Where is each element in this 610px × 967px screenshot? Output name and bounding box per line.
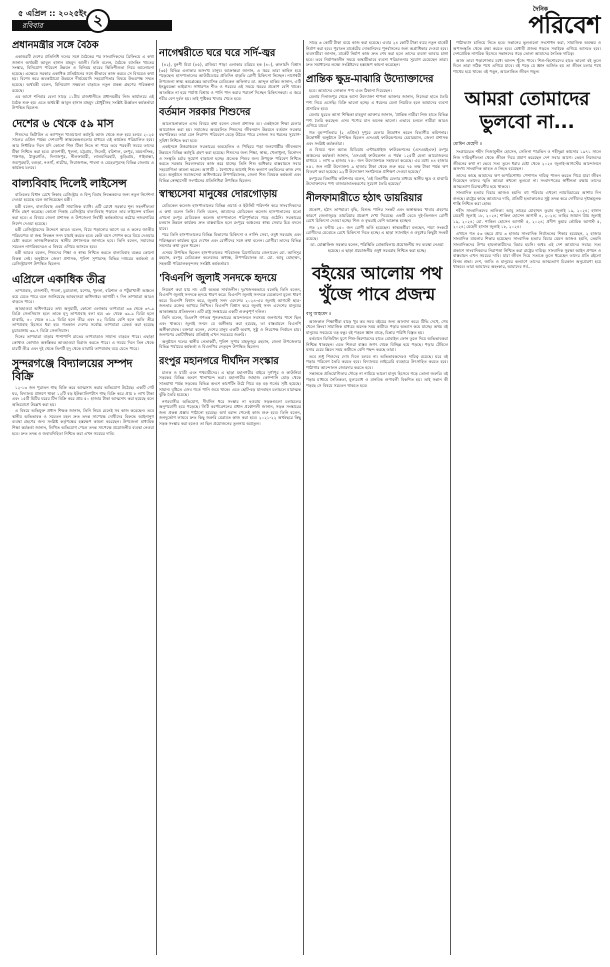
headline: বাল্যবিবাহ দিলেই লাইসেন্স [12,176,127,190]
article-rangpur-road-reform [159,356,301,427]
newspaper-logo [528,6,600,37]
article-six-to-59-months [12,117,154,171]
feature-title [453,88,601,134]
paragraph: নিয়ন্ত্রণ করা যায় না। এটি অত্যন্ত সার্বজনীন। দুঃখজনকভাবে বলেছি তিনি বলেন, বিএনপি জুলাই সনদকে হৃদয়ে ধারণ করে। বিএনপি জুলাই সনদকে যেকোনো মূল্যে ধারণ করে। বিএনপি বিশ্বাস করে, জুলাই সনদ এদেশের ২০২৪-এর জুলাই আগস্টে ছাত্র-জনতার রক্তের আখরে লিখিত। বিএনপি বিশ্বাস করে জুলাই সনদ এদেশের মানুষের আকাঙ্ক্ষার প্রতিফলন। এটি রাষ্ট্র সংস্কারের একটি গুরুত্বপূর্ণ দলিল। [159,286,301,314]
column-divider [303,40,304,955]
paragraph: একাত্তরটি দেশের প্রতিনিধি দলের সঙ্গে বৈঠকের পর সাংবাদিকদের ব্রিফিংয়ে এ কথা জানান অর্থমন্ত্রী আবুল হাসান মাহমুদ আলী। তিনি বলেন, বৈঠকে ব্যাংকিং খাতের সংস্কার, বিনিয়োগ পরিবেশ উন্নয়ন ও বিনিময় হারের স্থিতিশীলতা নিয়ে আলোচনা হয়েছে। এক্ষেত্রে সরকার একাধিক প্রতিষ্ঠানের সঙ্গে কীভাবে কাজ করবে সে বিষয়েও কথা হয়। বিশেষ করে অবকাঠামো উন্নয়নে দীর্ঘমেয়াদি সহযোগিতার বিষয়ে উভয়পক্ষ সম্মত হয়েছে। অর্থমন্ত্রী বলেন, বিনিয়োগ সক্ষমতা বাড়াতে নতুন প্রকল্প গ্রহণের পরিকল্পনা রয়েছে। [12,54,154,93]
column-divider [156,40,157,955]
feature-title-line: বইয়ের আলোয় পথ [312,263,442,284]
article-nilphamari-diarrhoea [306,193,448,254]
masthead [0,0,610,40]
paragraph: প্রকোপ, হঠাৎ তাপমাত্রা বৃদ্ধি, বিশুদ্ধ পানির সংকট এবং অস্বাস্থ্যকর খাবার গ্রহণের কারণে জেলাজুড়ে ডায়রিয়ার প্রকোপ দেখা দিয়েছে। একটি বেডে দুই-তিনজন রোগী রেখে চিকিৎসা দেওয়া হচ্ছে। শিশু ও বৃদ্ধরাই বেশি আক্রান্ত হচ্ছেন। [306,207,448,224]
article-footnote: ডা. মোস্তাফিজ সরকার বলেন, পরিস্থিতি মোকাবিলায় প্রয়োজনীয় সব ব্যবস্থা নেওয়া হয়েছে। এ ছাড়া প্রয়োজনীয় ওষুধ সরবরাহ নিশ্চিত করা হচ্ছে। [310,242,444,253]
headline: সুন্দরগঞ্জে বিদ্যালয়ের সম্পদ বিক্রি [12,357,133,384]
byline: বাবু আহমেদ ॥ [306,311,332,317]
article-body [12,288,154,351]
paragraph: মেলায় ঘুরতে আসা শিক্ষিকা মাহমুদা আক্তার জানান, 'প্রান্তিক নারীরা নিজ হাতে বিভিন্ন পণ্য তৈরি করছেন। এসব পণ্যের মান অনেক ভালো। এভাবে চললে নারীরা আরও এগিয়ে যাবে।' [306,111,448,129]
paragraph: অনুষ্ঠানে দলের স্থানীয় নেতাকর্মী, পুলিশ সুপার মাহফুজুর রহমান, জেলা উপজেলার বিভিন্ন পর্যায়ের কর্মকর্তা ও বিএনপির নেতৃবৃন্দ উপস্থিত ছিলেন। [159,338,301,350]
headline: 'বিএনপি জুলাই সনদকে হৃদয়ে [159,272,277,284]
feature-title-line: আমরা তোমাদের [464,88,590,111]
paragraph: শহীদ সাংবাদিকদের তালিকা: আবু তাহের মোহাম্মদ তুরাব জুলাই ১৯, ২০২৪; হাসান মেহেদী জুলাই ১৮, ২০২৪; শাকিল হোসেন আগস্ট ৪, ২০২৪; তাহির জামান প্রিয় জুলাই ১৯, ২০২৪; মো. শাকিল হোসেন আগস্ট ৫, ২০২৪; প্রদীপ কুমার ভৌমিক আগস্ট ৫, ২০২৪; মেহেদী হাসান জুলাই ১৮, ২০২৪। [453,207,601,230]
paragraph: আবহাওয়া অধিদপ্তরের তথ্য অনুযায়ী, কোনো এলাকার তাপমাত্রা ৩৬ থেকে ৩৭.৯ ডিগ্রি সেলসিয়াস হলে তাকে মৃদু তাপপ্রবাহ বলা হয়। ৩৮ থেকে ৩৯.৯ ডিগ্রি হলে মাঝারি, ৪০ থেকে ৪১.৯ ডিগ্রি হলে তীব্র এবং ৪২ ডিগ্রির বেশি হলে অতি তীব্র তাপপ্রবাহ হিসেবে ধরা হয়। গতকাল দেশের সর্বোচ্চ তাপমাত্রা রেকর্ড করা হয়েছে চুয়াডাঙ্গায় ৩৯.৭ ডিগ্রি সেলসিয়াস। [12,305,154,333]
article-body [159,62,301,101]
paragraph: একইসঙ্গে উত্তরাঞ্চলে সরকারের অবহেলিত ও পিছিয়ে পড়া জনগোষ্ঠীর জীবনমান উন্নয়নে বিভিন্ন কর্মসূচি গ্রহণ করা হয়েছে। শিশুদের জন্য শিক্ষা, স্বাস্থ্য, খেলাধুলা, বিনোদন ও সংস্কৃতি চর্চার সুযোগ বাড়ানো হচ্ছে। প্রত্যেক শিশুর জন্য উপযুক্ত পরিবেশ নিশ্চিত করতে সরকার নিরলসভাবে কাজ করে যাচ্ছে। তিনি শিশু অধিকার বাস্তবায়নে সবার সহযোগিতা কামনা করেন। আগামী ১ বৈশাখের আগেই শিশু কল্যাণ তহবিলের কাজ শেষ হবে। অনুষ্ঠানে সমাজসেবা অধিদপ্তরের উপপরিচালক, জেলা শিশু বিষয়ক কর্মকর্তা এবং বিভিন্ন স্বেচ্ছাসেবী সংগঠনের প্রতিনিধিরা উপস্থিত ছিলেন। [159,144,301,183]
byline: মোমিন মেহেদী ॥ [453,142,482,148]
article-entrepreneurs [306,74,448,187]
article-books-continuation [453,40,601,74]
article-body [12,385,154,436]
paragraph: এর আগে শনিবার বেলা সাড়ে ১১টায় রাজধানীতে প্রধানমন্ত্রীর নিজ কার্যালয়ে এই বৈঠক শুরু হয়। এতে অর্থমন্ত্রী আবুল হাসান মাহমুদ চৌধুরীসহ সংশ্লিষ্ট ঊর্ধ্বতন কর্মকর্তারা উপস্থিত ছিলেন। [12,93,154,111]
paragraph: ১২-১৩ জন পুরাতন গাছ বিক্রি করে আত্মসাৎ করার অভিযোগ উঠেছে। একটি গেট ঘর, বিদ্যালয় প্রাঙ্গণে থাকা ১২টি বড় ইউক্যালিপটাস গাছ বিক্রি করে প্রায় ৮ লাখ টাকা এবং ১৫টি মিটির ঘরের টিন বিক্রি করে প্রায় ৫০ হাজার টাকা আত্মসাৎ করা হয়েছে বলে অভিযোগে উল্লেখ করা হয়। [12,385,154,407]
article-body [306,40,448,68]
feature-title [306,264,448,306]
paragraph: রংপুরের বিভাগীয় কমিশনার বলেন, 'এই বিভাগীয় মেলার মাধ্যমে স্থানীয় ক্ষুদ্র ও মাঝারি উদ্যোক্তাদের পণ্য বাজারজাতকরণের সুযোগ তৈরি হয়েছে।' [306,175,448,187]
article-body [159,203,301,266]
feature-books [306,264,448,389]
paragraph: এখানে গত ৫৩ বছরে প্রায় ৩ হাজার সাংবাদিক নির্যাতনের শিকার হয়েছেন, ২ হাজার সাংবাদিক মামলার শিকার হয়েছেন। সাংবাদিক হত্যার বিচার যেমন আজও হয়নি, তেমনি সাংবাদিকদের উপর হামলাকারীদের বিচার হয়নি। অথচ এই দেশ আমাদের সবার। সত্য প্রকাশে সাংবাদিকদের নিরাপত্তা নিশ্চিত করা রাষ্ট্রের দায়িত্ব। সাংবাদিক সুরক্ষা আইন প্রণয়ন ও বাস্তবায়ন এখন সময়ের দাবি। যারা জীবন দিয়ে সত্যকে তুলে ধরেছেন তাদের প্রতি রইলো বিনম্র শ্রদ্ধা। দেশ, জাতি ও মানুষের কল্যাণে তাদের আত্মত্যাগ চিরকাল অনুপ্রেরণা হয়ে থাকবে। তারা আমাদের অহংকার, আমাদের গর্ব... [453,230,601,270]
paragraph: সাংবাদিক হত্যার বিচার আজও হয়নি। বহু পরিবার এখনো ন্যায়বিচারের আশায় দিন গুনছে। রাষ্ট্রের কাছে আমাদের দাবি, প্রতিটি হত্যাকাণ্ডের সুষ্ঠু তদন্ত করে দোষীদের দৃষ্টান্তমূলক শাস্তি নিশ্চিত করা হোক। [453,190,601,207]
paragraph: মেডিকেল কলেজ হাসপাতালের বিভিন্ন ওয়ার্ড ও ইউনিট পরিদর্শন করে সাংবাদিকদের এ কথা বলেন তিনি। তিনি বলেন, আমাদের মেডিকেল কলেজ হাসপাতালের মতো এখনো রংপুর মেডিকেল কলেজ হাসপাতালে পরিপূর্ণভাবে গড়ে ওঠেনি। সরকারের চলমান উন্নয়ন কার্যক্রম দ্রুত বাস্তবায়িত হলে রংপুরে অঞ্চলের স্বাস্থ্য সেবার চিত্র বদলে যাবে। [159,203,301,231]
paragraph: সংগ্রামেরত শহীদ নিজামুদ্দীন হোসেন, সেলিনা পারভিন ও শহীদুল্লা কায়সার ১৯৭১ সালে নিজ দায়িত্বশীলতা থেকে জীবন দিয়ে প্রমাণ করেছেন দেশ সবার আগে। তেমন নিজেদের জীবনের কথা না ভেবে সত্য তুলে ধরার চেষ্টা থেকে ২০২৪ জুলাই-আগস্টের আন্দোলনে অসংখ্য সাংবাদিক আহত ও নিহত হয়েছেন। [453,149,601,172]
article-body [306,207,448,241]
paragraph: মন্ত্রী রেজিস্ট্রারদের উদ্দেশে আরও বলেন, বিয়ে পড়ানোর আগে বর ও কনের জাতীয় পরিচয়পত্র বা জন্ম নিবন্ধন সনদ যাচাই করতে হবে। কেউ বয়স গোপন করে বিয়ে দেওয়ার চেষ্টা করলে তাৎক্ষণিকভাবে স্থানীয় প্রশাসনকে জানাতে হবে। তিনি বলেন, সমাজের সচেতন নাগরিকদেরও এ বিষয়ে এগিয়ে আসতে হবে। [12,227,154,249]
article-nageshwari-fever [159,48,301,101]
column-4 [453,40,601,955]
paragraph: বাতিলের বিধান রেখে নিকাহ রেজিস্ট্রার ও হিন্দু বিবাহ নিবন্ধকদের জন্য নতুন নির্দেশনা দেওয়া হয়েছে বলে জানিয়েছেন মন্ত্রী। [12,191,154,203]
paragraph: এসময় উপস্থিত ছিলেন হাসপাতালের পরিচালক ব্রিগেডিয়ার জেনারেল মো. আনিসুর রহমান, রংপুর মেডিকেল কলেজের অধ্যক্ষ, উপপরিচালক ডা. মো. আবু মোহাম্মদ, সহকারী পরিচালকবৃন্দসহ সংশ্লিষ্ট কর্মকর্তারা। [159,249,301,267]
headline: স্বাস্থ্যসেবা মানুষের দোরগোড়ায় [159,189,278,201]
paragraph: এ বিষয়ে স্মল অ্যান্ড মিডিয়াম এন্টারপ্রাইজ ফাউন্ডেশনের (এসএমইএফ) রংপুর অঞ্চলের কর্মকর্তা জানান, 'এসএমই ফাউন্ডেশন এ পর্যন্ত ১২৫টি মেলা আয়োজনের মাধ্যমে ১ লাখ ৩ হাজার ৭৫০ জন উদ্যোক্তাকে সহায়তা করেছে। এর মধ্যে ৪৪ হাজার ৪৫১ জন নারী উদ্যোক্তা। ৯ হাজার টাকা থেকে শুরু করে ৭৫ লক্ষ টাকা পর্যন্ত ঋণ বিতরণ করা হয়েছে। ৯২টি উদ্যোক্তা সংগঠনকে প্রশিক্ষণ দেওয়া হয়েছে।' [306,147,448,175]
article-market-continuation [306,40,448,68]
headline: নীলফামারীতে হঠাৎ ডায়রিয়ার [306,193,423,205]
article-school-assets-sale [12,357,154,436]
article-body [159,370,301,427]
issue-day: রবিবার [22,21,43,30]
paragraph: (৪২), মুনশী মিয়া (৪৫), রাজিয়া পাড়া এলাকার মরিয়ম হক (৪০), কালাচাঁদ বিশ্বাস (৩৫) বিভিন্ন এলাকার অসংখ্য মানুষ। আক্রান্তরা জানান, এ জ্বরে তারা কাহিল হয়ে পড়েছেন। হাসপাতালের আউটডোরে প্রতিদিন বাড়তি রোগী চিকিৎসা নিচ্ছেন। নাগেশ্বরী উপজেলা স্বাস্থ্য কমপ্লেক্সের আবাসিক মেডিকেল অফিসার ডা. আব্দুল হাকিম জানান, এটি ইনফ্লুয়েঞ্জা ভাইরাস। সাধারণত শীত ও গরমের এই সময়ে জ্বরের প্রকোপ বেশি থাকে। আতঙ্কিত না হয়ে পর্যাপ্ত বিশ্রাম ও পানি পান করার পরামর্শ দিচ্ছেন চিকিৎসকরা। এ জ্বরে শরীর বেশ দুর্বল হয়। তাই পুষ্টিকর খাবার খেতে হবে। [159,62,301,101]
feature-title-line: ভুলবো না... [479,111,575,134]
article-body [159,121,301,183]
issue-date: ৫ এপ্রিল :: ২০২৫ইং [18,9,87,18]
paragraph: এ বিষয়ে অভিযুক্ত প্রধান শিক্ষক জানান, তিনি নিয়ম মেনেই সব কাজ করেছেন। তবে স্থানীয় অভিভাবক ও সচেতন মহল দ্রুত তদন্ত সাপেক্ষে দোষীদের বিরুদ্ধে আইনানুগ ব্যবস্থা গ্রহণের জন্য সংশ্লিষ্ট কর্তৃপক্ষের হস্তক্ষেপ কামনা করেছেন। উপজেলা মাধ্যমিক শিক্ষা কর্মকর্তা জানান, লিখিত অভিযোগ পেলে তদন্ত সাপেক্ষে প্রয়োজনীয় ব্যবস্থা নেওয়া হবে। দ্রুত তদন্ত ও জবাবদিহিতা নিশ্চিত করা এখন সময়ের দাবি। [12,408,154,436]
paragraph: চালক ও যাত্রী এবং পথচারীদের। এ ছাড়া মহানগরীর বাইরে দুর্গাপুর ও কাউনিয়া সড়কের বিভিন্ন অংশে খানাখন্দে ভরা। মহানগরীর জাহাজ কোম্পানি মোড় থেকে সাতমাথা পর্যন্ত সড়কের বিভিন্ন অংশে কার্পেটিং উঠে গিয়ে বড় বড় গর্তের সৃষ্টি হয়েছে। সামান্য বৃষ্টিতে এসব গর্তে পানি জমে থাকে। এতে ছোট-বড় যানবাহন চলাচলে মারাত্মক ঝুঁকি তৈরি হয়েছে। [159,369,301,398]
article-body [453,149,601,270]
paragraph: পাঠাভ্যাস চালিয়ে নিতে হবে। সন্তানের ভুলগুলো সংশোধন করা, সামাজিক অবক্ষয় ও অপসংস্কৃতি থেকে রক্ষা করতে হবে। মেধাবী প্রজন্ম গড়তে সবাইকে এগিয়ে আসতে হবে। দেশপ্রেমিক নাগরিক হিসেবে সন্তানদের গড়ে তোলা আমাদের নৈতিক দায়িত্ব। [453,40,601,57]
article-body [306,319,448,389]
paragraph: পরে তিনি হাসপাতালের বিভিন্ন বিভাগের চিকিৎসা ও নার্সিং সেবা, ওষুধ সরবরাহ এবং পরিচ্ছন্নতা কার্যক্রম ঘুরে দেখেন এবং রোগীদের সঙ্গে কথা বলেন। রোগীরা তাদের বিভিন্ন সমস্যার কথা তুলে ধরেন। [159,232,301,249]
headline: এপ্রিলে একাধিক তীব্র [12,273,106,286]
article-health-service [159,189,301,266]
paragraph: বর্তমানে ডিজিটাল যুগে শিশু-কিশোরদের হাতে মোবাইল ফোন তুলে দিয়ে অভিভাবকরা নিশ্চিন্ত থাকছেন। এতে শিশুরা বাস্তব জগৎ থেকে বিচ্ছিন্ন হয়ে পড়ছে। পড়ার টেবিলে বসার চেয়ে স্ক্রিনে সময় কাটাতে বেশি পছন্দ করছে তারা। [306,336,448,353]
headline: রংপুর মহানগরে দীর্ঘদিন সংস্কার [159,355,279,367]
column-divider [450,40,451,955]
article-body [12,132,154,171]
feature-never-forget [453,88,601,270]
article-body [12,192,154,267]
article-bnp-july-charter [159,273,301,350]
article-body [159,287,301,350]
paragraph: আলোচনাকালে এসব বিষয়ে কথা বলেন জেলা প্রশাসক ড্য। একইসঙ্গে শিক্ষা মেলার আয়োজন করা হয়। সমাজের অবহেলিত শিশুদের জীবনমান উন্নয়নে বর্তমান সরকার বদ্ধপরিকর। তারা যেন নিরাপদ পরিবেশে বেড়ে উঠতে পারে সেজন্য সব ধরনের সুযোগ-সুবিধা নিশ্চিত করা হবে। [159,121,301,143]
article-body [12,54,154,111]
logo-subtitle: দৈনিক [532,6,548,13]
article-child-marriage [12,177,154,267]
column-3 [306,40,448,955]
paragraph: সাড়ে ৬ কোটি টাকা ব্যয়ে কাজ করা হয়েছে। এবার ২৪ কোটি টাকা ব্যয়ে নতুন মার্কেট নির্মাণ করা হবে। পুরাতন মার্কেটের দোকানিদের পুনর্বাসনের জন্য অগ্রাধিকার দেওয়া হবে। ব্যবসায়ীরা জানান, মার্কেট নির্মাণ কাজ দ্রুত শেষ করা হলে তাদের ব্যবসা আবার চাঙ্গা হবে। তবে নির্মাণকালীন সময়ে অস্থায়ীভাবে ব্যবসা পরিচালনার সুযোগ চেয়েছেন তারা। দ্রুত সমাধানের লক্ষ্যে সংশ্লিষ্টদের হস্তক্ষেপ কামনা করেছেন। [306,40,448,68]
paragraph: দিনের তাপমাত্রা বাড়ার পাশাপাশি রাতের তাপমাত্রাও সামান্য বাড়তে পারে। এছাড়া কোথাও কোথাও অস্বস্তিকর আবহাওয়া বিরাজ করতে পারে। এ সময়ে দিনে তিন থেকে চারটি তীব্র এবং দুই থেকে তিনটি মৃদু থেকে মাঝারি তাপপ্রবাহ বয়ে যেতে পারে। [12,334,154,351]
page-number: ২ [86,9,110,33]
paragraph: শিশুদের ভিটামিন এ ক্যাপসুল খাওয়ানো কর্মসূচি আজ থেকে শুরু হয়ে চলবে ২০২৫ সালের এপ্রিল পর্যন্ত। দেশব্যাপী স্বাস্থ্যকেন্দ্রগুলোর মাধ্যমে এই কার্যক্রম পরিচালিত হবে। আর নির্ধারিত দিনে যদি কোনো শিশু টিকা নিতে না পারে তবে পরবর্তী সময়ে তাদের টিকা নিশ্চিত করা হবে। রাজশাহী, খুলনা, চট্টগ্রাম, সিলেট, বরিশাল, রংপুর, ময়মনসিংহ, পঞ্চগড়, ঠাকুরগাঁও, দিনাজপুর, নীলফামারী, লালমনিরহাট, কুড়িগ্রাম, গাইবান্ধা, জয়পুরহাট, বগুড়া, নওগাঁ, নাটোর, সিরাজগঞ্জ, পাবনা ও মেহেরপুরসহ বিভিন্ন জেলায় এ কার্যক্রম চলবে। [12,131,154,171]
paragraph: হবে। আমাদের লোকাল পণ্য এবং ঠিকানা দিয়েছেন। [309,87,392,93]
headline: নাগেশ্বরীতে ঘরে ঘরে সর্দি-জ্বর [159,48,276,59]
paragraph: নগরবাসীর অভিযোগ, দীর্ঘদিন ধরে সংস্কার না হওয়ায় সড়কগুলো চলাচলের অনুপযোগী হয়ে পড়েছে। সিটি কর্পোরেশনের প্রধান প্রকৌশলী জানান, সড়ক সংস্কারের জন্য প্রকল্প প্রস্তাব পাঠানো হয়েছে। অর্থ বরাদ্দ পেলেই কাজ শুরু হবে। তিনি বলেন, জনদুর্ভোগ লাঘবে দ্রুত কিছু জরুরি মেরামত কাজ করা হবে। ২০২১-২২ অর্থবছরে কিছু সড়ক সংস্কার করা হলেও তা ছিল প্রয়োজনের তুলনায় অপ্রতুল। [159,398,301,426]
headline: দেশের ৬ থেকে ৫৯ মাস [12,116,114,130]
article-body [306,88,448,187]
column-2 [159,40,301,955]
logo-title: পরিবেশ [528,11,600,39]
article-april-heat [12,273,154,351]
paragraph: মেলায় দিনাজপুর থেকে আসা উদ্যোক্তা শাপলা আক্তার জানান, নিজেরা হাতে তৈরি পণ্য নিয়ে এসেছি। বিক্রি ভালো হচ্ছে। এ ধরনের মেলা নিয়মিত হলে আমাদের ব্যবসা প্রসারিত হবে। [306,94,448,111]
column-1 [12,40,154,955]
headline: প্রধানমন্ত্রীর সঙ্গে বৈঠক [12,40,99,51]
article-current-govt-children [159,107,301,183]
feature-title-line: খুঁজে পাবে প্রজন্ম [319,284,435,305]
paragraph: আজ তারা পড়াশোনার মধ্যে আনন্দ খুঁজে পাবে। শিশু-কিশোরদের হাতে ভালো বই তুলে দিলে তারা সঠিক পথে এগিয়ে যাবে। বই পড়ে যে জ্ঞান অর্জিত হয় তা জীবন চলার পথে পাথেয় হয়ে থাকে। বই পড়ুন, আলোকিত জীবন গড়ুন। [453,57,601,74]
paragraph: তাপপ্রবাহ, রাজশাহী, পাবনা, চুয়াডাঙ্গা, যশোর, খুলনা, বরিশাল ও পটুয়াখালী অঞ্চলে বয়ে যেতে পারে বলে জানিয়েছে আবহাওয়া অধিদপ্তর। আগামী ৭ দিন তাপমাত্রা আরও বাড়তে পারে। [12,288,154,305]
paragraph: তিনি বলেন, বিএনপি গণতন্ত্র পুনরুদ্ধারের আন্দোলনে সবসময় জনগণের পাশে ছিল এবং থাকবে। জুলাই সনদে যে অঙ্গীকার করা হয়েছে, তা বাস্তবায়নে বিএনপি অঙ্গীকারাবদ্ধ। বক্তারা বলেন, দেশের মানুষ একটি অবাধ, সুষ্ঠু ও নিরপেক্ষ নির্বাচন চায়। জনগণের ভোটাধিকার প্রতিষ্ঠাই এখন সবচেয়ে জরুরি। [159,315,301,338]
paragraph: তবে শুধু শিশুদের দোষ দিলে চলবে না। অভিভাবকদেরও দায়িত্ব রয়েছে। ঘরে বই পড়ার পরিবেশ তৈরি করতে হবে। বিদ্যালয়ে লাইব্রেরি ব্যবহারে উৎসাহিত করতে হবে। পাঠাগার আন্দোলন জোরদার করতে হবে। [306,353,448,370]
headline: প্রান্তিক ক্ষুদ্র-মাঝারি উদ্যোক্তাদের [306,73,434,85]
paragraph: মন্ত্রী আরও বলেন, শিশুদের শিক্ষা ও স্বাস্থ্য নিশ্চিত করতে বাল্যবিবাহ বন্ধের কোনো বিকল্প নেই। অনুষ্ঠানে জেলা প্রশাসক, পুলিশ সুপারসহ বিভিন্ন দপ্তরের কর্মকর্তা ও রেজিস্ট্রারগণ উপস্থিত ছিলেন। [12,250,154,267]
article-body [453,40,601,74]
paragraph: গত বৃহস্পতিবার (২ এপ্রিল) দুপুরে মেলার উদ্বোধন করেন বিভাগীয় কমিশনার। উদ্বোধনী অনুষ্ঠানে উপস্থিত ছিলেন এসএমই ফাউন্ডেশনের চেয়ারম্যান, জেলা প্রশাসক এবং সংশ্লিষ্ট কর্মকর্তারা। [306,129,448,146]
article-pm-meeting [12,40,154,111]
headline: বর্তমান সরকার শিশুদের [159,107,251,119]
paragraph: সন্তানকে প্রতিযোগিতার দৌড়ে না নামিয়ে ভালো মানুষ হিসেবে গড়ে তোলা জরুরি। বই পড়ার মাধ্যমে নৈতিকতা, মূল্যবোধ ও মানবিক গুণাবলী বিকশিত হয়। তাই সন্তান কী পড়ছে সে বিষয়ে সচেতন থাকতে হবে। [306,371,448,388]
paragraph: তাদের কাছে আমাদের ঋণ অপরিশোধ্য। পেশাগত দায়িত্ব পালন করতে গিয়ে যারা জীবন দিয়েছেন তাদের স্মৃতি আমরা কখনো ভুলবো না। সংবাদপত্রের স্বাধীনতা রক্ষায় তাদের আত্মত্যাগ চিরস্মরণীয় হয়ে থাকবে। [453,172,601,189]
paragraph: মন্ত্রী বলেন, বাল্যবিবাহ একটি সামাজিক ব্যাধি। এটি রোধে সরকার শূন্য সহনশীলতা নীতি গ্রহণ করেছে। কোনো নিকাহ রেজিস্ট্রার বাল্যবিবাহ পড়ালে তার লাইসেন্স বাতিল করা হবে। এ বিষয়ে জেলা প্রশাসক ও উপজেলা নির্বাহী কর্মকর্তাদের কঠোর নজরদারির নির্দেশ দেওয়া হয়েছে। [12,203,154,226]
paragraph: আজকাল শিক্ষার্থীরা বাড়ে খুব কম সময় বইয়ের জন্য আলাদা করে। টিভি দেখে, গেম খেলে কিংবা সামাজিক মাধ্যমে অনেক সময় কাটায়। পড়ার অভ্যাস কমে যাচ্ছে। অথচ বই মানুষের সবচেয়ে বড় বন্ধু। বই পড়লে জ্ঞান বাড়ে, চিন্তার পরিধি বিস্তৃত হয়। [306,318,448,335]
paragraph: গত ২৪ ঘণ্টায় ২৫০ জন রোগী ভর্তি হয়েছেন। স্বাস্থ্যকর্মীরা বলছেন, শয্যা সংকটে রোগীদের মেঝেতে রেখে চিকিৎসা দিতে হচ্ছে। এ ছাড়া স্যালাইন ও ওষুধের কিছুটা সংকট রয়েছে। [306,224,448,241]
